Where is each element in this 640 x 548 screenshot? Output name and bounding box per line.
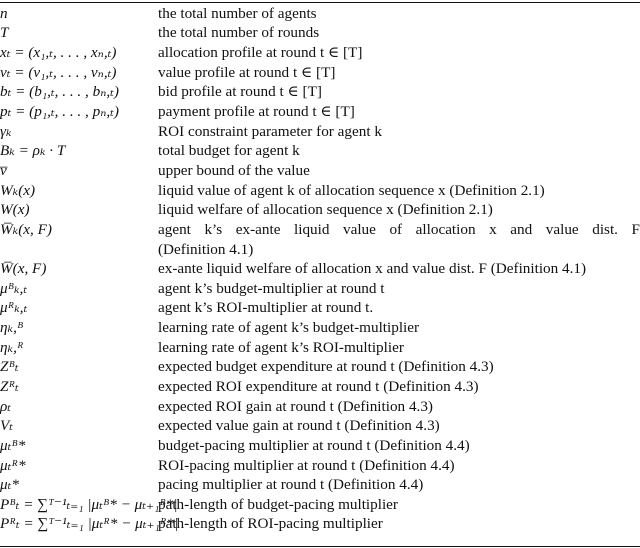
table-row <box>0 43 640 63</box>
symbol-cell: Zᴮₜ <box>0 358 19 376</box>
symbol-cell: pₜ = (p₁,ₜ, . . . , pₙ,ₜ) <box>0 103 119 121</box>
description-cell: (Definition 4.1) <box>158 240 254 258</box>
table-row <box>0 102 640 122</box>
symbol-cell: Pᴿₜ = ∑ᵀ⁻¹ₜ₌₁ |μₜᴿ* − μₜ₊₁ᴿ*| <box>0 515 179 533</box>
table-row <box>0 83 640 103</box>
symbol-cell <box>0 240 158 260</box>
table-row <box>0 338 640 358</box>
description-cell: expected value gain at round t (Definition 4.3) <box>158 417 440 435</box>
symbol-cell: W̅(x, F) <box>0 260 47 278</box>
symbol-cell: T <box>0 24 9 42</box>
description-cell: upper bound of the value <box>158 161 310 179</box>
table-row <box>0 515 640 535</box>
table-row <box>0 24 640 44</box>
description-cell: liquid value of agent k of allocation sequence x (Definition 2.1) <box>158 181 545 199</box>
symbol-cell: xₜ = (x₁,ₜ, . . . , xₙ,ₜ) <box>0 44 117 62</box>
description-cell: value profile at round t ∈ [T] <box>158 63 336 81</box>
description-cell: agent k’s ex-ante liquid value of allocation x and value dist. F <box>158 220 640 238</box>
symbol-cell: γₖ <box>0 122 12 140</box>
table-row <box>0 299 640 319</box>
table-row <box>0 475 640 495</box>
table-row <box>0 122 640 142</box>
table-row <box>0 200 640 220</box>
description-cell: liquid welfare of allocation sequence x (Definition 2.1) <box>158 201 493 219</box>
symbol-cell: W̅ₖ(x, F) <box>0 220 52 238</box>
table-row <box>0 456 640 476</box>
symbol-cell: ηₖ,ᴿ <box>0 338 24 356</box>
table-row <box>0 4 640 24</box>
table-row <box>0 495 640 515</box>
symbol-cell: μᴿₖ,ₜ <box>0 299 28 317</box>
description-cell: payment profile at round t ∈ [T] <box>158 103 355 121</box>
description-cell: path-length of budget-pacing multiplier <box>158 495 398 513</box>
symbol-cell: bₜ = (b₁,ₜ, . . . , bₙ,ₜ) <box>0 83 119 101</box>
description-cell: total budget for agent k <box>158 142 300 160</box>
table-row <box>0 358 640 378</box>
description-cell: agent k’s ROI-multiplier at round t. <box>158 299 374 317</box>
table-row <box>0 240 640 260</box>
symbol-cell: Wₖ(x) <box>0 181 36 199</box>
table-row <box>0 141 640 161</box>
top-rule <box>0 2 640 3</box>
description-cell: path-length of ROI-pacing multiplier <box>158 515 383 533</box>
description-cell: allocation profile at round t ∈ [T] <box>158 44 363 62</box>
description-cell: pacing multiplier at round t (Definition 4.4) <box>158 476 424 494</box>
table-row <box>0 279 640 299</box>
description-cell: expected ROI gain at round t (Definition 4.3) <box>158 397 433 415</box>
symbol-cell: n <box>0 4 8 22</box>
symbol-cell: μₜᴿ* <box>0 456 26 474</box>
table-row <box>0 259 640 279</box>
symbol-cell: ηₖ,ᴮ <box>0 319 24 337</box>
symbol-cell: Pᴮₜ = ∑ᵀ⁻¹ₜ₌₁ |μₜᴮ* − μₜ₊₁ᴮ*| <box>0 495 178 513</box>
description-cell: ex-ante liquid welfare of allocation x and value dist. F (Definition 4.1) <box>158 260 587 278</box>
description-cell: budget-pacing multiplier at round t (Definition 4.4) <box>158 436 470 454</box>
table-row <box>0 161 640 181</box>
symbol-cell: Vₜ <box>0 417 14 435</box>
table-row <box>0 436 640 456</box>
table-row <box>0 416 640 436</box>
description-cell: ROI constraint parameter for agent k <box>158 122 382 140</box>
symbol-cell: μᴮₖ,ₜ <box>0 279 28 297</box>
table-row <box>0 318 640 338</box>
description-cell: expected ROI expenditure at round t (Definition 4.3) <box>158 377 479 395</box>
description-cell: agent k’s budget-multiplier at round t <box>158 279 385 297</box>
symbol-cell: μₜ* <box>0 476 19 494</box>
table-row <box>0 397 640 417</box>
description-cell: expected budget expenditure at round t (Definition 4.3) <box>158 358 494 376</box>
description-cell: the total number of agents <box>158 4 317 22</box>
symbol-cell: W(x) <box>0 201 30 219</box>
symbol-cell: μₜᴮ* <box>0 436 26 454</box>
description-cell: ROI-pacing multiplier at round t (Definition 4.4) <box>158 456 455 474</box>
symbol-cell: vₜ = (v₁,ₜ, . . . , vₙ,ₜ) <box>0 63 117 81</box>
table-row <box>0 220 640 240</box>
table-row <box>0 377 640 397</box>
description-cell: the total number of rounds <box>158 24 320 42</box>
description-cell: bid profile at round t ∈ [T] <box>158 83 322 101</box>
description-cell: learning rate of agent k’s ROI-multiplier <box>158 338 404 356</box>
symbol-cell: Zᴿₜ <box>0 377 19 395</box>
symbol-cell: Bₖ = ρₖ · T <box>0 142 66 160</box>
notation-table <box>0 4 640 534</box>
symbol-cell: v̅ <box>0 161 7 179</box>
table-row <box>0 181 640 201</box>
description-cell: learning rate of agent k’s budget-multiplier <box>158 319 420 337</box>
table-row <box>0 63 640 83</box>
bottom-rule <box>0 546 640 547</box>
symbol-cell: ρₜ <box>0 397 12 415</box>
